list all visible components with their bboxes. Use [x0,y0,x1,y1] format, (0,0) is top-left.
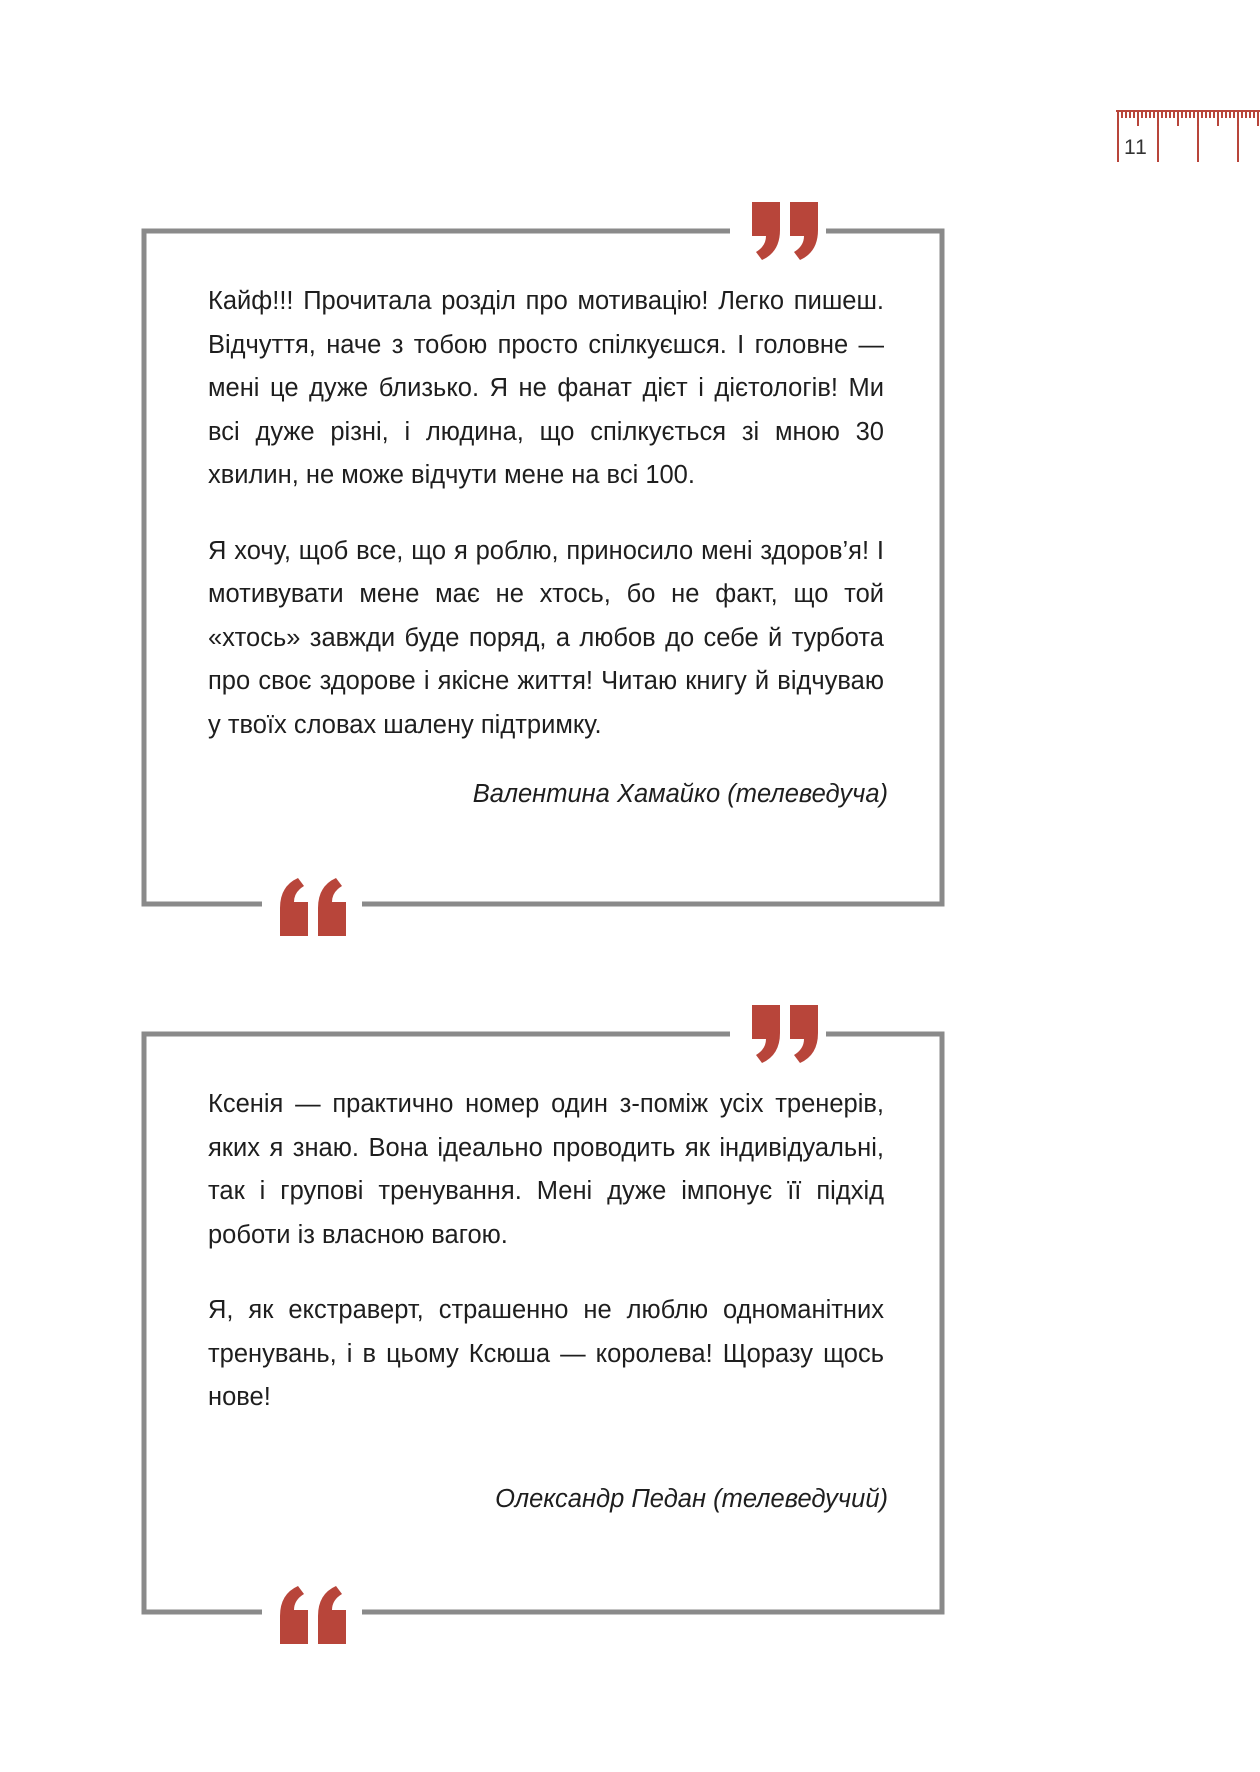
opening-quote-icon [280,1586,346,1644]
closing-quote-icon [752,1005,818,1063]
closing-quote-icon [752,202,818,260]
quote-paragraph: Я хочу, щоб все, що я роблю, приносило мені здоров’я! І мотивувати мене має не хтось, бо не факт, що той «хтось» завжди буде поряд, а любов до себе й турбота про своє здорове і якісне життя! Читаю книгу й відчуваю у твоїх словах шалену підтримку. [208,536,884,739]
quote-box-2 [140,1003,946,1648]
quote-author: Валентина Хамайко (телеведуча) [472,780,888,808]
quote-text [208,280,884,779]
quote-paragraph: Я, як екстраверт, страшенно не люблю одноманітних тренувань, і в цьому Ксюша — королева! Щоразу щось нове! [208,1296,884,1411]
quote-paragraph: Ксенія — практично номер один з-поміж усіх тренерів, яких я знаю. Вона ідеально проводить як індивідуальні, так і групові тренування. Мені дуже імпонує її підхід роботи із власною вагою. [208,1090,884,1249]
quote-box-1 [140,200,946,910]
opening-quote-icon [280,878,346,936]
quote-paragraph: Кайф!!! Прочитала розділ про мотивацію! Легко пишеш. Відчуття, наче з тобою просто спілкуєшся. І головне — мені це дуже близько. Я не фанат дієт і дієтологів! Ми всі дуже різні, і людина, що спілкується зі мною 30 хвилин, не може відчути мене на всі 100. [208,287,884,489]
quote-author: Олександр Педан (телеведучий) [495,1485,888,1513]
page-number: 11 [1124,136,1148,159]
quote-text [208,1083,884,1452]
